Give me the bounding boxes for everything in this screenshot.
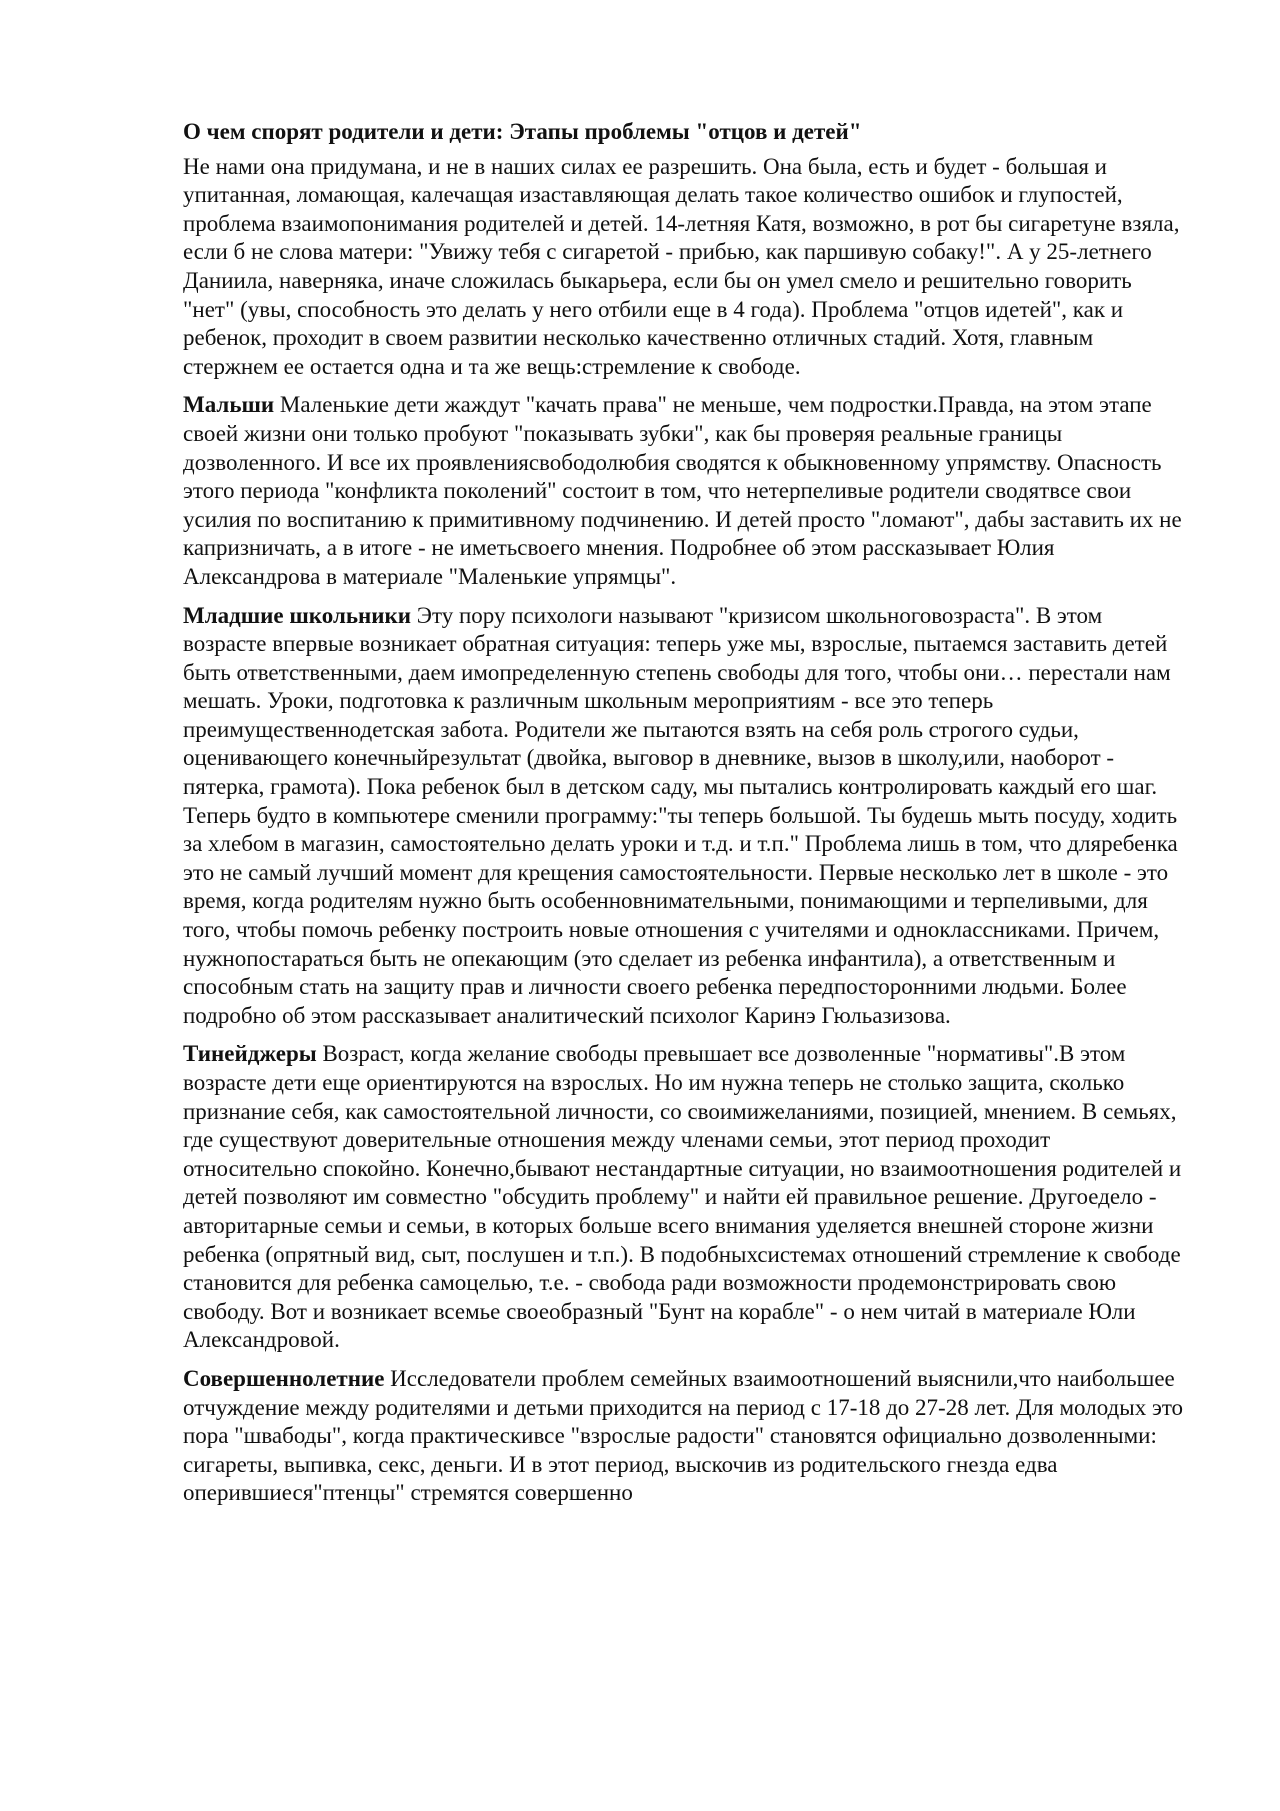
document-title: О чем спорят родители и дети: Этапы проблемы "отцов и детей" bbox=[183, 119, 862, 144]
section-heading: Совершеннолетние bbox=[183, 1365, 385, 1391]
section-junior-schoolchildren bbox=[183, 602, 1185, 1031]
intro-paragraph: Не нами она придумана, и не в наших силах ее разрешить. Она была, есть и будет - большая и упитанная, ломающая, калечащая изаставляющая делать такое количество ошибок и глупостей, проблема взаимопонимания родителей и детей. 14-летняя Катя, возможно, в рот бы сигаретуне взяла, если б не слова матери: "Увижу тебя с сигаретой - прибью, как паршивую собаку!". А у 25-летнего Даниила, наверняка, иначе сложилась быкарьера, если бы он умел смело и решительно говорить "нет" (увы, способность это делать у него отбили еще в 4 года). Проблема "отцов идетей", как и ребенок, проходит в своем развитии несколько качественно отличных стадий. Хотя, главным стержнем ее остается одна и та же вещь:стремление к свободе. bbox=[183, 153, 1180, 379]
section-heading: Мальши bbox=[183, 392, 275, 418]
section-toddlers bbox=[183, 391, 1185, 591]
section-text: Маленькие дети жаждут "качать права" не меньше, чем подростки.Правда, на этом этапе своей жизни они только пробуют "показывать зубки", как бы проверяя реальные границы дозволенного. И все их проявлениясвободолюбия сводятся к обыкновенному упрямству. Опасность этого периода "конфликта поколений" состоит в том, что нетерпеливые родители сводятвсе свои усилия по воспитанию к примитивному подчинению. И детей просто "ломают", дабы заставить их не капризничать, а в итоге - не иметьсвоего мнения. Подробнее об этом рассказывает Юлия Александрова в материале "Маленькие упрямцы". bbox=[183, 392, 1182, 589]
document-body bbox=[183, 118, 1185, 1518]
section-heading: Младшие школьники bbox=[183, 602, 412, 628]
section-text: Эту пору психологи называют "кризисом школьноговозраста". В этом возрасте впервые возникает обратная ситуация: теперь уже мы, взрослые, пытаемся заставить детей быть ответственными, даем имопределенную степень свободы для того, чтобы они… перестали нам мешать. Уроки, подготовка к различным школьным мероприятиям - все это теперь преимущественнодетская забота. Родители же пытаются взять на себя роль строгого судьи, оценивающего конечныйрезультат (двойка, выговор в дневнике, вызов в школу,или, наоборот - пятерка, грамота). Пока ребенок был в детском саду, мы пытались контролировать каждый его шаг. Теперь будто в компьютере сменили программу:"ты теперь большой. Ты будешь мыть посуду, ходить за хлебом в магазин, самостоятельно делать уроки и т.д. и т.п." Проблема лишь в том, что дляребенка это не самый лучший момент для крещения самостоятельности. Первые несколько лет в школе - это время, когда родителям нужно быть особенновнимательными, понимающими и терпеливыми, для того, чтобы помочь ребенку построить новые отношения с учителями и одноклассниками. Причем, нужнопостараться быть не опекающим (это сделает из ребенка инфантила), а ответственным и способным стать на защиту прав и личности своего ребенка передпосторонними людьми. Более подробно об этом рассказывает аналитический психолог Каринэ Гюльазизова. bbox=[183, 602, 1178, 1028]
section-text: Исследователи проблем семейных взаимоотношений выяснили,что наибольшее отчуждение между родителями и детьми приходится на период с 17-18 до 27-28 лет. Для молодых это пора "швабоды", когда практическивсе "взрослые радости" становятся официально дозволенными: сигареты, выпивка, секс, деньги. И в этот период, выскочив из родительского гнезда едва оперившиеся"птенцы" стремятся совершенно bbox=[183, 1365, 1184, 1506]
section-heading: Тинейджеры bbox=[183, 1041, 317, 1067]
section-teenagers bbox=[183, 1040, 1185, 1355]
section-adults bbox=[183, 1365, 1185, 1508]
section-text: Возраст, когда желание свободы превышает все дозволенные "нормативы".В этом возрасте дети еще ориентируются на взрослых. Но им нужна теперь не столько защита, сколько признание себя, как самостоятельной личности, со своимижеланиями, позицией, мнением. В семьях, где существуют доверительные отношения между членами семьи, этот период проходит относительно спокойно. Конечно,бывают нестандартные ситуации, но взаимоотношения родителей и детей позволяют им совместно "обсудить проблему" и найти ей правильное решение. Другоедело - авторитарные семьи и семьи, в которых больше всего внимания уделяется внешней стороне жизни ребенка (опрятный вид, сыт, послушен и т.п.). В подобныхсистемах отношений стремление к свободе становится для ребенка самоцелью, т.е. - свобода ради возможности продемонстрировать свою свободу. Вот и возникает всемье своеобразный "Бунт на корабле" - о нем читай в материале Юли Александровой. bbox=[183, 1041, 1182, 1353]
